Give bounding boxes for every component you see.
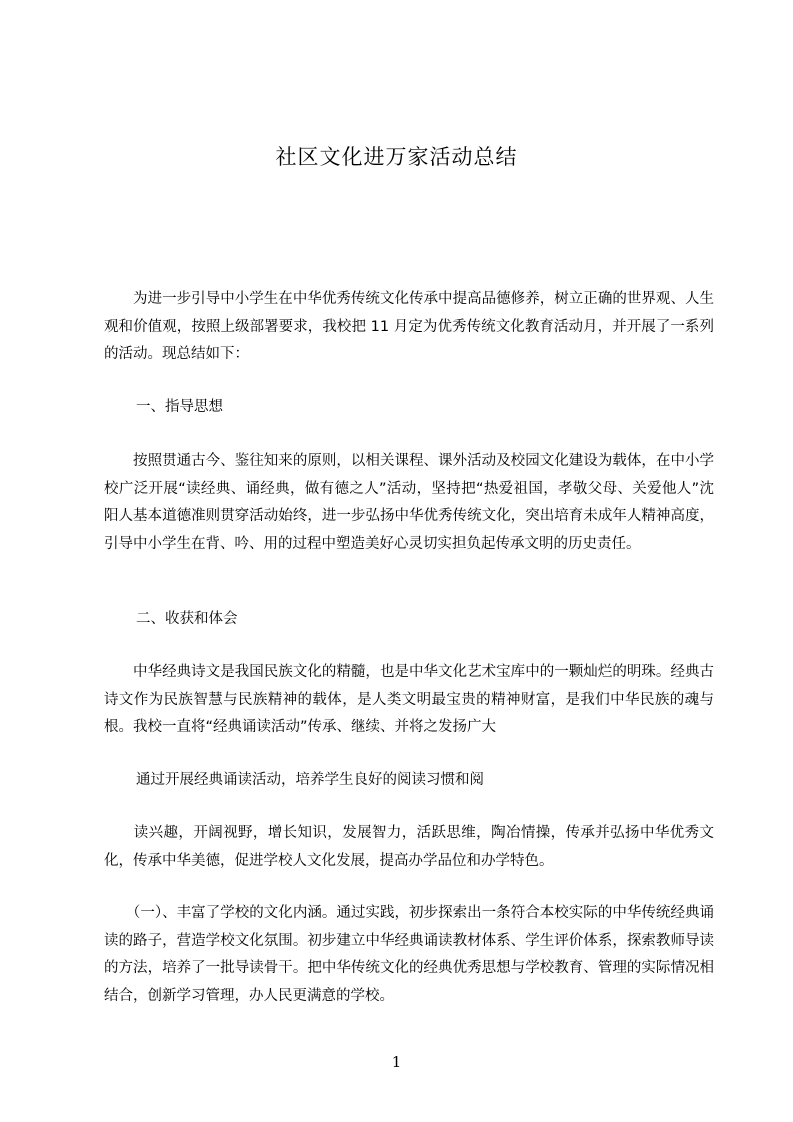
section-gains-body: 中华经典诗文是我国民族文化的精髓，也是中华文化艺术宝库中的一颗灿烂的明珠。经典古诗文作为民族智慧与民族精神的载体，是人类文明最宝贵的精神财富，是我们中华民族的魂与根。我校一直将“经典诵读活动”传承、继续、并将之发扬广大 <box>104 664 714 735</box>
section-heading-guiding-ideology: 一、指导思想 <box>136 399 223 415</box>
document-title: 社区文化进万家活动总结 <box>275 145 518 169</box>
page-number: 1 <box>391 1053 402 1071</box>
section-gains-line: 通过开展经典诵读活动，培养学生良好的阅读习惯和阅 <box>136 772 484 788</box>
intro-paragraph: 为进一步引导中小学生在中华优秀传统文化传承中提高品德修养，树立正确的世界观、人生观和价值观，按照上级部署要求，我校把 11 月定为优秀传统文化教育活动月，并开展了一系列的活动。现总结如下： <box>104 291 714 362</box>
section-heading-gains: 二、收获和体会 <box>136 611 238 627</box>
section-guiding-ideology-body: 按照贯通古今、鉴往知来的原则，以相关课程、课外活动及校园文化建设为载体，在中小学校广泛开展“读经典、诵经典，做有德之人”活动，坚持把“热爱祖国，孝敬父母、关爱他人”沈阳人基本道德准则贯穿活动始终，进一步弘扬中华优秀传统文化，突出培育未成年人精神高度，引导中小学生在背、吟、用的过程中塑造美好心灵切实担负起传承文明的历史责任。 <box>104 453 714 552</box>
subsection-culture-connotation: （一）、丰富了学校的文化内涵。通过实践，初步探索出一条符合本校实际的中华传统经典诵读的路子，营造学校文化氛围。初步建立中华经典诵读教材体系、学生评价体系，探索教师导读的方法，培养了一批导读骨干。把中华传统文化的经典优秀思想与学校教育、管理的实际情况相结合，创新学习管理，办人民更满意的学校。 <box>104 905 714 1004</box>
section-gains-continuation: 读兴趣，开阔视野，增长知识，发展智力，活跃思维，陶冶情操，传承并弘扬中华优秀文化，传承中华美德，促进学校人文化发展，提高办学品位和办学特色。 <box>104 825 714 869</box>
